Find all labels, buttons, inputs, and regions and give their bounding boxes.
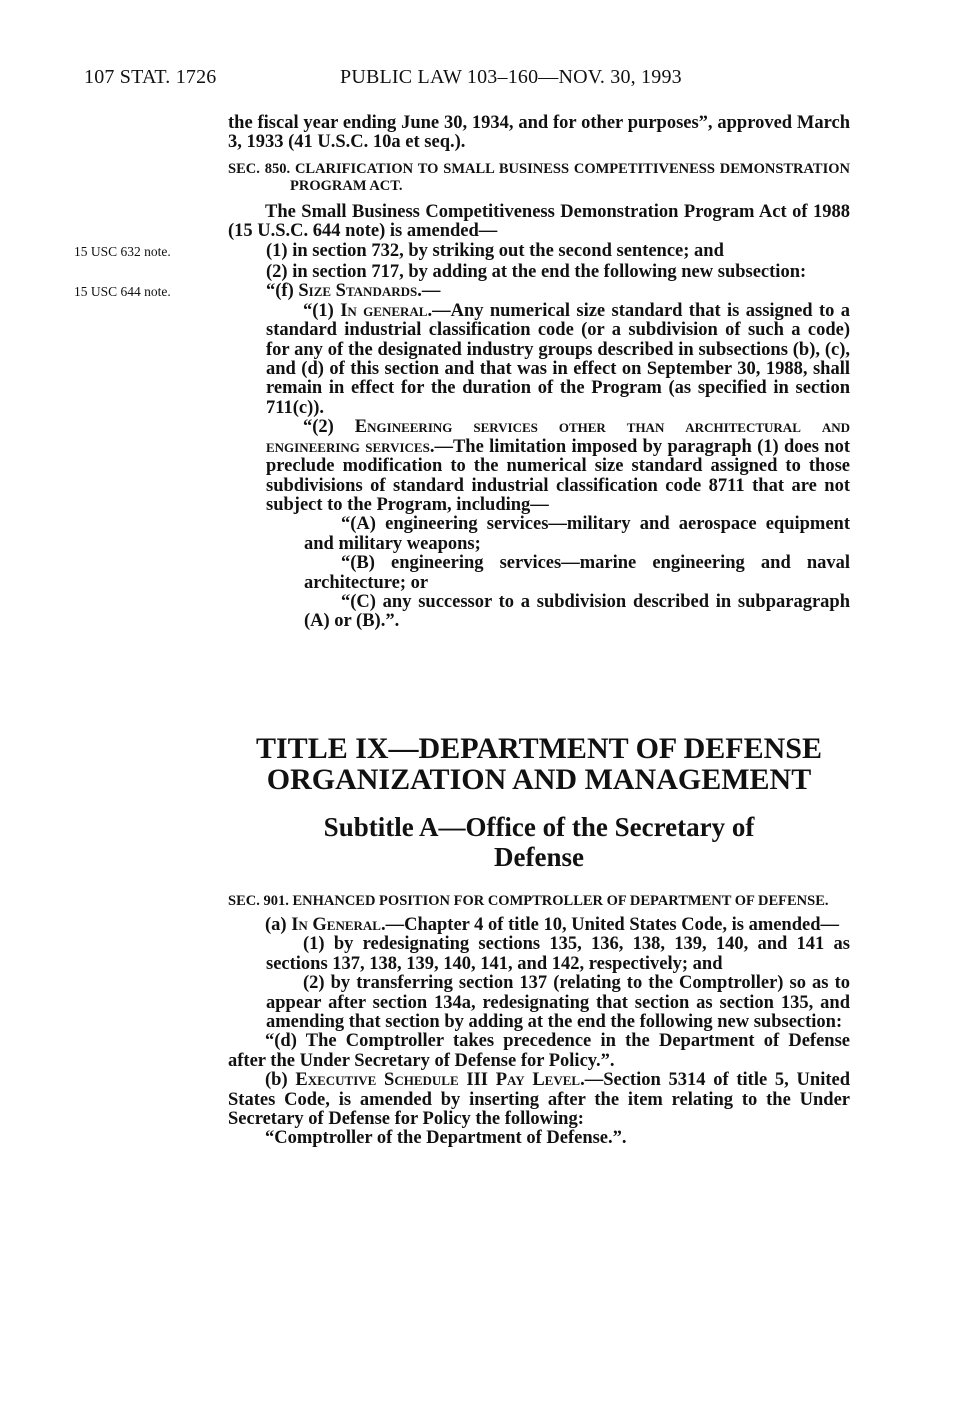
subparagraph-b: “(B) engineering services—marine engineering and naval architecture; or xyxy=(304,553,850,593)
carryover-text: the fiscal year ending June 30, 1934, and for other purposes”, approved March 3, 1933 (41 U.S.C. 10a et seq.). xyxy=(228,113,850,153)
subsection-f-1: “(1) In general.—Any numerical size standard that is assigned to a standard industrial classification code (or a subdivision of such a code) for any of the designated industry groups described in subsections (b), (c), and (d) of this section and that was in effect on September 30, 1988, shall remain in effect for the duration of the Program (as specified in section 711(c)). xyxy=(266,300,850,418)
subsection-b: (b) Executive Schedule III Pay Level.—Section 5314 of title 5, United States Code, is amended by inserting after the item relating to the Under Secretary of Defense for Policy the following: xyxy=(228,1070,850,1130)
subsection-a: (a) In General.—Chapter 4 of title 10, United States Code, is amended— xyxy=(265,915,840,935)
subsection-a-title: In General xyxy=(291,915,381,935)
subsection-f-1-title: In general xyxy=(340,300,428,321)
subparagraph-c: “(C) any successor to a subdivision described in subparagraph (A) or (B).”. xyxy=(304,591,850,632)
subparagraph-a: “(A) engineering services—military and aerospace equipment and military weapons; xyxy=(304,514,850,554)
margin-note-usc-632: 15 USC 632 note. xyxy=(74,244,171,259)
subsection-f-heading: “(f) Size Standards.— xyxy=(266,281,441,302)
subsection-d-quote: “(d) The Comptroller takes precedence in the Department of Defense after the Under Secretary of Defense for Policy.”. xyxy=(228,1031,850,1071)
section-850-block xyxy=(228,114,850,632)
subsection-f-title: Size Standards xyxy=(298,281,418,302)
paragraph-1: (1) in section 732, by striking out the second sentence; and xyxy=(266,240,724,261)
subsection-f-2-title: Engineering services other than architectural and engineering services xyxy=(266,417,850,457)
subsection-f-2: “(2) Engineering services other than architectural and engineering services.—The limitation imposed by paragraph (1) does not preclude modification to the numerical size standard assigned to those subdivisions of standard industrial classification code 8711 that are not subject to the Program, including— xyxy=(266,417,850,515)
stat-page-number: 107 STAT. 1726 xyxy=(84,66,217,88)
subsection-a-1: (1) by redesignating sections 135, 136, 138, 139, 140, and 141 as sections 137, 138, 139, 140, 141, and 142, respectively; and xyxy=(266,934,850,974)
margin-note-usc-644: 15 USC 644 note. xyxy=(74,284,171,299)
subsection-a-2: (2) by transferring section 137 (relating to the Comptroller) so as to appear after section 134a, redesignating that section as section 135, and amending that section by adding at the end the following new subsection: xyxy=(266,973,850,1033)
section-850-heading: SEC. 850. CLARIFICATION TO SMALL BUSINESS COMPETITIVENESS DEMONSTRATION PROGRAM ACT. xyxy=(228,160,850,194)
section-901-heading: SEC. 901. ENHANCED POSITION FOR COMPTROLLER OF DEPARTMENT OF DEFENSE. xyxy=(228,893,829,909)
subtitle-a-heading: Subtitle A—Office of the Secretary of Defense xyxy=(323,812,755,872)
section-901-block xyxy=(228,893,850,1149)
subsection-b-quote: “Comptroller of the Department of Defense.”. xyxy=(265,1128,627,1149)
subsection-b-title: Executive Schedule III Pay Level xyxy=(295,1070,581,1091)
title-ix-heading: TITLE IX—DEPARTMENT OF DEFENSE ORGANIZATION AND MANAGEMENT xyxy=(256,732,822,796)
section-850-intro: The Small Business Competitiveness Demonstration Program Act of 1988 (15 U.S.C. 644 note) is amended— xyxy=(228,201,850,242)
paragraph-2: (2) in section 717, by adding at the end the following new subsection: xyxy=(266,262,807,283)
public-law-header: PUBLIC LAW 103–160—NOV. 30, 1993 xyxy=(340,66,682,88)
